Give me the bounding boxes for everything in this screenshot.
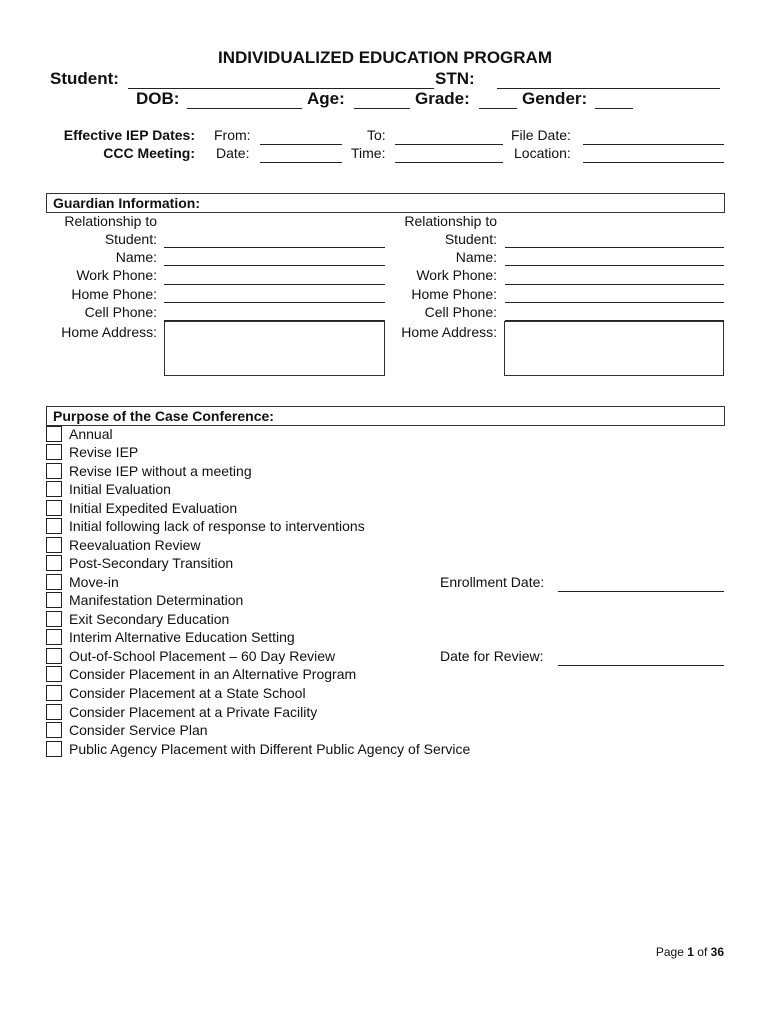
time-label: Time:: [351, 145, 386, 161]
checkbox-initial-expedited-evaluation[interactable]: [46, 500, 62, 516]
from-field[interactable]: [260, 144, 342, 145]
dob-label: DOB:: [136, 89, 180, 108]
checkbox-public-agency-placement[interactable]: [46, 741, 62, 757]
guardian2-home-phone-field[interactable]: [505, 302, 724, 303]
guardian2-name-field[interactable]: [505, 265, 724, 266]
guardian2-work-phone-label: Work Phone:: [416, 267, 497, 283]
option-label-revise-iep: Revise IEP: [69, 444, 139, 460]
guardian2-name-label: Name:: [455, 249, 497, 265]
option-label-service-plan: Consider Service Plan: [69, 722, 208, 738]
checkbox-out-of-school-placement[interactable]: [46, 648, 62, 664]
guardian-section-title: Guardian Information:: [53, 195, 200, 211]
guardian1-cell-phone-label: Cell Phone:: [84, 304, 157, 320]
checkbox-move-in[interactable]: [46, 574, 62, 590]
checkbox-post-secondary-transition[interactable]: [46, 555, 62, 571]
file-date-field[interactable]: [583, 144, 724, 145]
option-label-initial-expedited-evaluation: Initial Expedited Evaluation: [69, 500, 238, 516]
checkbox-exit-secondary-education[interactable]: [46, 611, 62, 627]
guardian1-relationship-field[interactable]: [164, 247, 385, 248]
option-label-out-of-school-placement: Out-of-School Placement – 60 Day Review: [69, 648, 336, 664]
age-field[interactable]: [354, 108, 410, 109]
meeting-date-field[interactable]: [260, 162, 342, 163]
guardian1-work-phone-field[interactable]: [164, 284, 385, 285]
meeting-date-label: Date:: [216, 145, 250, 161]
of-word: of: [697, 945, 708, 959]
page-word: Page: [655, 945, 684, 959]
guardian1-home-address-field[interactable]: [164, 321, 385, 376]
ccc-meeting-label: CCC Meeting:: [103, 145, 195, 161]
checkbox-revise-iep[interactable]: [46, 444, 62, 460]
to-label: To:: [367, 127, 386, 143]
checkbox-initial-lack-of-response[interactable]: [46, 518, 62, 534]
grade-label: Grade:: [415, 89, 470, 108]
option-label-move-in: Move-in: [69, 574, 119, 590]
guardian1-home-phone-field[interactable]: [164, 302, 385, 303]
guardian1-name-label: Name:: [115, 249, 157, 265]
guardian1-work-phone-label: Work Phone:: [76, 267, 157, 283]
checkbox-interim-alternative-setting[interactable]: [46, 629, 62, 645]
option-label-post-secondary-transition: Post-Secondary Transition: [69, 555, 234, 571]
checkbox-private-facility[interactable]: [46, 704, 62, 720]
stn-label: STN:: [435, 69, 475, 88]
option-label-reevaluation-review: Reevaluation Review: [69, 537, 201, 553]
guardian2-home-phone-label: Home Phone:: [411, 286, 497, 302]
from-label: From:: [214, 127, 251, 143]
guardian1-relationship-label-line2: Student:: [104, 231, 157, 247]
guardian1-name-field[interactable]: [164, 265, 385, 266]
checkbox-reevaluation-review[interactable]: [46, 537, 62, 553]
option-label-manifestation-determination: Manifestation Determination: [69, 592, 244, 608]
option-label-interim-alternative-setting: Interim Alternative Education Setting: [69, 629, 295, 645]
date-for-review-field[interactable]: [558, 665, 724, 666]
total-pages: 36: [710, 945, 724, 959]
page-footer: [656, 945, 724, 959]
gender-label: Gender:: [522, 89, 588, 108]
to-field[interactable]: [395, 144, 503, 145]
option-label-initial-lack-of-response: Initial following lack of response to interventions: [69, 518, 365, 534]
location-field[interactable]: [583, 162, 724, 163]
checkbox-annual[interactable]: [46, 426, 62, 442]
enrollment-date-field[interactable]: [558, 591, 724, 592]
option-label-private-facility: Consider Placement at a Private Facility: [69, 704, 318, 720]
dob-field[interactable]: [187, 108, 302, 109]
checkbox-revise-iep-without-meeting[interactable]: [46, 463, 62, 479]
option-label-public-agency-placement: Public Agency Placement with Different Public Agency of Service: [69, 741, 471, 757]
checkbox-state-school[interactable]: [46, 685, 62, 701]
time-field[interactable]: [395, 162, 503, 163]
guardian2-home-address-field[interactable]: [504, 321, 724, 376]
enrollment-date-label: Enrollment Date:: [440, 574, 545, 590]
option-label-revise-iep-without-meeting: Revise IEP without a meeting: [69, 463, 252, 479]
guardian2-home-address-label: Home Address:: [401, 324, 497, 340]
option-label-initial-evaluation: Initial Evaluation: [69, 481, 171, 497]
guardian1-home-phone-label: Home Phone:: [71, 286, 157, 302]
guardian1-home-address-label: Home Address:: [61, 324, 157, 340]
guardian2-work-phone-field[interactable]: [505, 284, 724, 285]
guardian2-relationship-field[interactable]: [505, 247, 724, 248]
guardian2-relationship-label-line2: Student:: [444, 231, 497, 247]
page-number: 1: [687, 945, 694, 959]
option-label-exit-secondary-education: Exit Secondary Education: [69, 611, 230, 627]
grade-field[interactable]: [479, 108, 517, 109]
option-label-annual: Annual: [69, 426, 113, 442]
effective-iep-dates-label: Effective IEP Dates:: [63, 127, 195, 143]
form-title: INDIVIDUALIZED EDUCATION PROGRAM: [217, 48, 552, 67]
date-for-review-label: Date for Review:: [440, 648, 544, 664]
option-label-alternative-program: Consider Placement in an Alternative Program: [69, 666, 357, 682]
option-label-state-school: Consider Placement at a State School: [69, 685, 306, 701]
file-date-label: File Date:: [511, 127, 571, 143]
guardian2-relationship-label-line1: Relationship to: [404, 213, 497, 229]
purpose-section-title: Purpose of the Case Conference:: [53, 408, 274, 424]
guardian2-cell-phone-label: Cell Phone:: [424, 304, 497, 320]
gender-field[interactable]: [595, 108, 633, 109]
guardian1-relationship-label-line1: Relationship to: [64, 213, 157, 229]
checkbox-manifestation-determination[interactable]: [46, 592, 62, 608]
location-label: Location:: [514, 145, 571, 161]
checkbox-initial-evaluation[interactable]: [46, 481, 62, 497]
student-label: Student:: [50, 69, 119, 88]
checkbox-service-plan[interactable]: [46, 722, 62, 738]
age-label: Age:: [307, 89, 345, 108]
checkbox-alternative-program[interactable]: [46, 666, 62, 682]
